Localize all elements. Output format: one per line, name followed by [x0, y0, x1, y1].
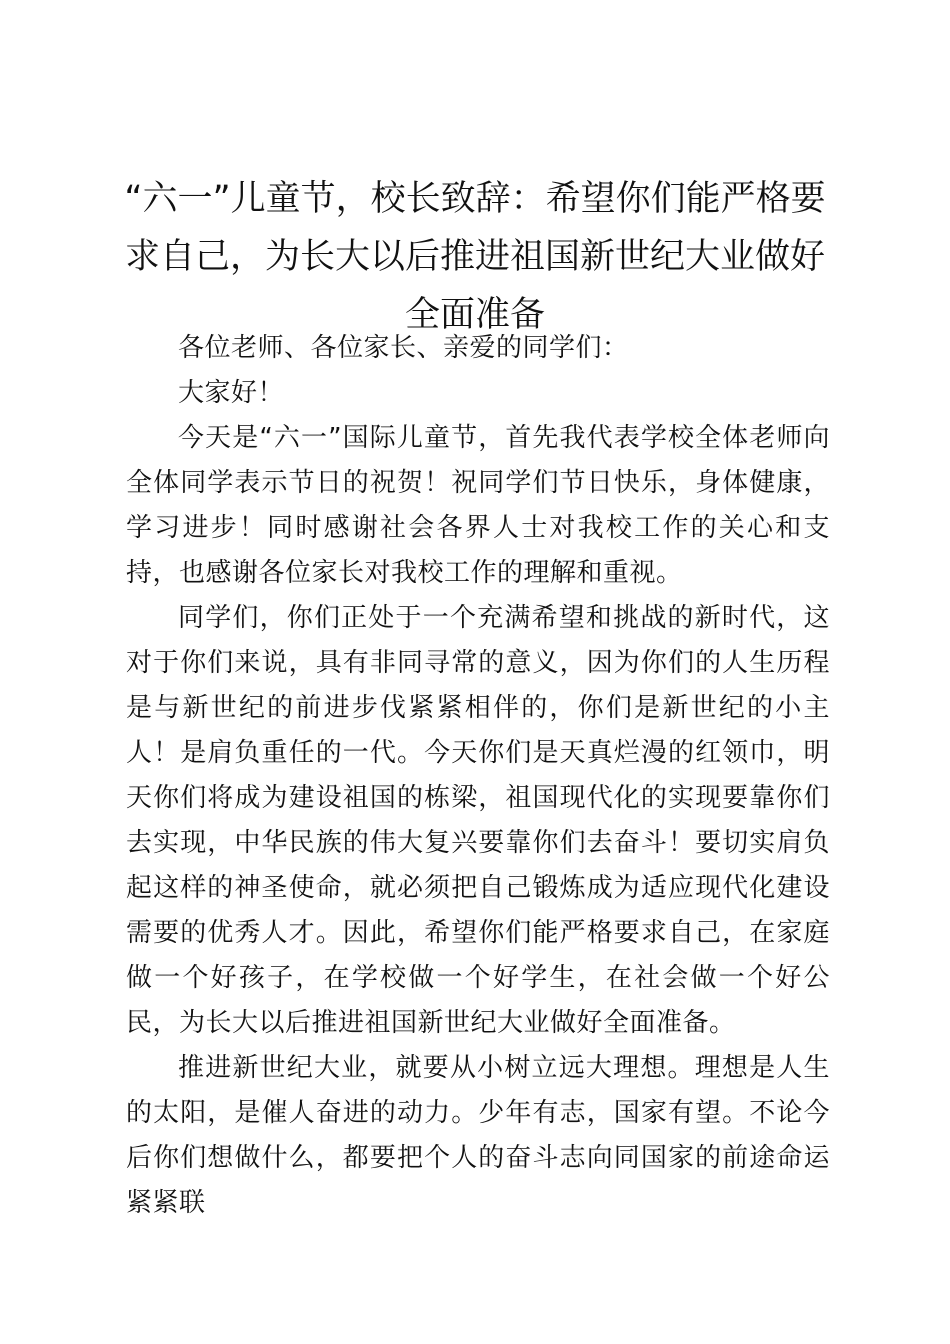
salutation: 各位老师、各位家长、亲爱的同学们：	[178, 333, 629, 363]
paragraph-3: 推进新世纪大业，就要从小树立远大理想。理想是人生的太阳，是催人奋进的动力。少年有志，国家有望。不论今后你们想做什么，都要把个人的奋斗志向同国家的前途命运紧紧联	[126, 1053, 830, 1218]
greeting: 大家好！	[178, 378, 285, 408]
paragraph-1: 今天是“六一”国际儿童节，首先我代表学校全体老师向全体同学表示节日的祝贺！祝同学们节日快乐，身体健康，学习进步！同时感谢社会各界人士对我校工作的关心和支持，也感谢各位家长对我校工作的理解和重视。	[126, 423, 830, 588]
document-body	[126, 326, 830, 1226]
document-title: “六一”儿童节，校长致辞：希望你们能严格要求自己，为长大以后推进祖国新世纪大业做好全面准备	[124, 179, 826, 335]
paragraph-2: 同学们，你们正处于一个充满希望和挑战的新时代，这对于你们来说，具有非同寻常的意义，因为你们的人生历程是与新世纪的前进步伐紧紧相伴的，你们是新世纪的小主人！是肩负重任的一代。今天你们是天真烂漫的红领巾，明天你们将成为建设祖国的栋梁，祖国现代化的实现要靠你们去实现，中华民族的伟大复兴要靠你们去奋斗！要切实肩负起这样的神圣使命，就必须把自己锻炼成为适应现代化建设需要的优秀人才。因此，希望你们能严格要求自己，在家庭做一个好孩子，在学校做一个好学生，在社会做一个好公民，为长大以后推进祖国新世纪大业做好全面准备。	[126, 603, 830, 1038]
